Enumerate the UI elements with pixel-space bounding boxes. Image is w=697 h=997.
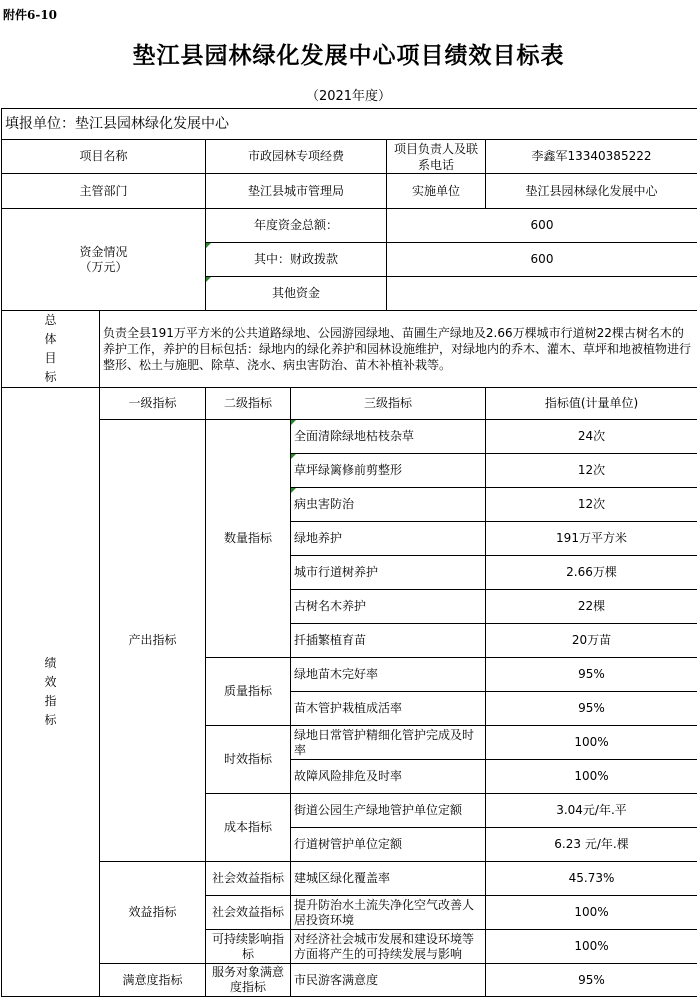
indicator-name: 行道树管护单位定额 [291,828,486,862]
level1-output: 产出指标 [100,420,206,862]
level2-social-2: 社会效益指标 [206,896,291,930]
indicator-value: 100% [486,896,697,930]
header-level3: 三级指标 [291,388,486,420]
indicator-value: 45.73% [486,862,697,896]
funds-other-label: 其他资金 [206,277,387,311]
indicator-name: 古树名木养护 [291,590,486,624]
year-label: （2021年度） [0,85,697,104]
header-level2: 二级指标 [206,388,291,420]
level2-sustainable: 可持续影响指标 [206,930,291,964]
indicator-name: 绿地养护 [291,522,486,556]
header-value: 指标值(计量单位) [486,388,697,420]
funds-fiscal-label: 其中：财政拨款 [206,243,387,277]
indicator-name: 街道公园生产绿地管护单位定额 [291,794,486,828]
header-level1: 一级指标 [100,388,206,420]
indicator-name: 故障风险排危及时率 [291,760,486,794]
indicator-value: 100% [486,760,697,794]
indicator-value: 24次 [486,420,697,454]
indicator-name: 绿地日常管护精细化管护完成及时率 [291,726,486,760]
project-name-value: 市政园林专项经费 [206,140,387,174]
indicator-name: 绿地苗木完好率 [291,658,486,692]
indicator-name: 全面清除绿地枯枝杂草 [291,420,486,454]
dept-value: 垫江县城市管理局 [206,174,387,209]
indicator-value: 191万平方米 [486,522,697,556]
contact-label: 项目负责人及联系电话 [387,140,486,174]
indicators-label-cell [2,388,100,997]
impl-label: 实施单位 [387,174,486,209]
indicator-name: 病虫害防治 [291,488,486,522]
annex-label: 附件6-10 [3,6,57,23]
indicator-value: 95% [486,658,697,692]
indicator-value: 100% [486,930,697,964]
indicator-name: 苗木管护栽植成活率 [291,692,486,726]
indicator-value: 20万苗 [486,624,697,658]
indicator-name: 对经济社会城市发展和建设环境等方面将产生的可持续发展与影响 [291,930,486,964]
filling-unit: 填报单位：垫江县园林绿化发展中心 [2,109,697,140]
indicator-value: 2.66万棵 [486,556,697,590]
dept-label: 主管部门 [2,174,206,209]
indicator-value: 12次 [486,454,697,488]
indicators-label: 绩效指标 [44,654,58,730]
level2-social-1: 社会效益指标 [206,862,291,896]
indicator-name: 市民游客满意度 [291,964,486,997]
level2-service-satisfaction: 服务对象满意度指标 [206,964,291,997]
level2-quantity: 数量指标 [206,420,291,658]
contact-value: 李鑫军13340385222 [486,140,697,174]
level2-timeliness: 时效指标 [206,726,291,794]
indicator-value: 95% [486,964,697,997]
indicator-name: 草坪绿篱修前剪整形 [291,454,486,488]
indicator-name: 城市行道树养护 [291,556,486,590]
indicator-name: 建城区绿化覆盖率 [291,862,486,896]
funds-total-label: 年度资金总额： [206,209,387,243]
level2-cost: 成本指标 [206,794,291,862]
indicator-value: 22棵 [486,590,697,624]
goal-label-cell [2,311,100,388]
indicator-value: 95% [486,692,697,726]
funds-fiscal-value: 600 [387,243,697,277]
level1-benefit: 效益指标 [100,862,206,964]
funds-label: 资金情况 （万元） [2,209,206,311]
goal-label: 总体目标 [44,311,58,387]
level2-quality: 质量指标 [206,658,291,726]
impl-value: 垫江县园林绿化发展中心 [486,174,697,209]
indicator-value: 6.23 元/年.棵 [486,828,697,862]
indicator-value: 3.04元/年.平 [486,794,697,828]
indicator-value: 100% [486,726,697,760]
level1-satisfaction: 满意度指标 [100,964,206,997]
project-name-label: 项目名称 [2,140,206,174]
indicator-value: 12次 [486,488,697,522]
page-title: 垫江县园林绿化发展中心项目绩效目标表 [0,37,697,70]
indicator-name: 扦插繁植育苗 [291,624,486,658]
funds-total-value: 600 [387,209,697,243]
funds-other-value [387,277,697,311]
goal-text: 负责全县191万平方米的公共道路绿地、公园游园绿地、苗圃生产绿地及2.66万棵城市行道树22棵古树名木的养护工作，养护的目标包括：绿地内的绿化养护和园林设施维护，对绿地内的乔木、灌木、草坪和地被植物进行整形、松土与施肥、除草、浇水、病虫害防治、苗木补植补栽等。 [100,311,697,388]
performance-table [1,108,697,997]
indicator-name: 提升防治水土流失净化空气改善人居投资环境 [291,896,486,930]
